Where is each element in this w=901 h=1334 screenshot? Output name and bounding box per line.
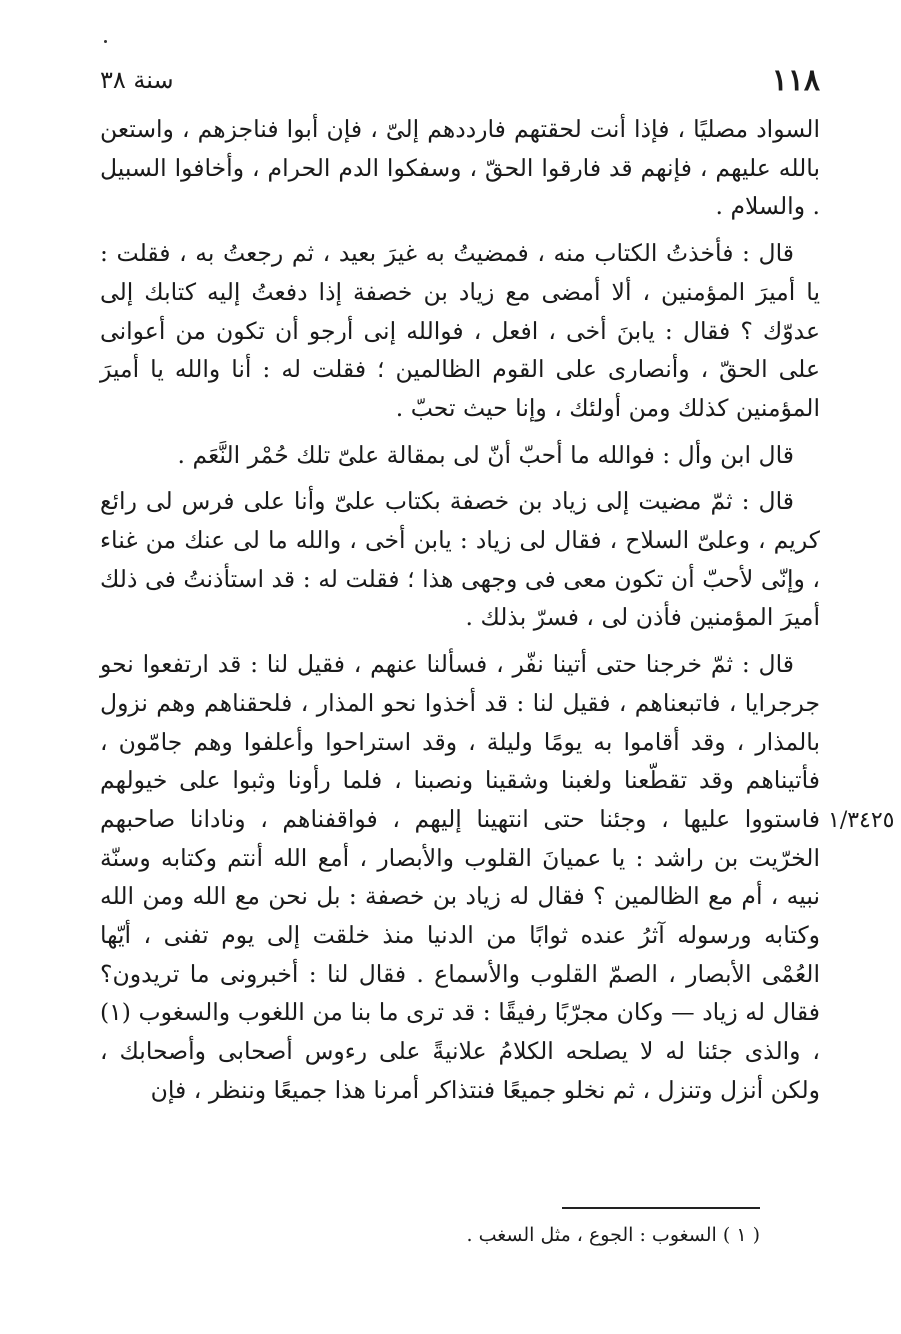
footnote-divider: [562, 1207, 760, 1209]
paragraph-5: قال : ثمّ خرجنا حتى أتينا نفّر ، فسألنا عنهم ، فقيل لنا : قد ارتفعوا نحو جرجرايا ، فاتبعناهم ، فقيل لنا : قد أخذوا نحو المذار ، فلحقناهم وهم نزول بالمذار ، وقد أقاموا به يومًا وليلة ، وقد استراحوا وأعلفوا وهم جامّون ، فأتيناهم وقد تقطّعنا ولغبنا وشقينا ونصبنا ، فلما رأونا وثبوا على خيولهم فاستووا عليها ، وجئنا حتى انتهينا إليهم ، فواقفناهم ، ونادانا صاحبهم الخرّيت بن راشد : يا عميانَ القلوب والأبصار ، أمع الله أنتم وكتابه وسنّة نبيه ، أم مع الظالمين ؟ فقال له زياد بن خصفة : بل نحن مع الله ومن الله وكتابه ورسوله آثرُ عنده ثوابًا من الدنيا منذ خلقت إلى يوم تفنى ، أيّها العُمْى الأبصار ، الصمّ القلوب والأسماع . فقال لنا : أخبرونى ما تريدون؟ فقال له زياد — وكان مجرّبًا رفيقًا : قد ترى ما بنا من اللغوب والسغوب (١) ، والذى جئنا له لا يصلحه الكلامُ علانيةً على رءوس أصحابى وأصحابك ، ولكن أنزل وتنزل ، ثم نخلو جميعًا فنتذاكر أمرنا هذا جميعًا وننظر ، فإن: [100, 650, 820, 1104]
paragraph-3: قال ابن وأل : فوالله ما أحبّ أنّ لى بمقالة علىّ تلك حُمْر النَّعَم .: [177, 440, 794, 469]
year-heading: سنة ٣٨: [100, 66, 174, 94]
running-header: [100, 60, 820, 100]
ink-speck: [104, 40, 107, 43]
page-number: ١١٨: [771, 62, 820, 98]
main-text: [100, 110, 820, 1118]
margin-page-reference: ١/٣٤٢٥: [828, 808, 895, 833]
paragraph-1: السواد مصليًا ، فإذا أنت لحقتهم فارددهم إلىّ ، فإن أبوا فناجزهم ، واستعن بالله عليهم ، فإنهم قد فارقوا الحقّ ، وسفكوا الدم الحرام ، وأخافوا السبيل . والسلام .: [100, 115, 820, 221]
paragraph-4: قال : ثمّ مضيت إلى زياد بن خصفة بكتاب علىّ وأنا على فرس لى رائع كريم ، وعلىّ السلاح ، فقال لى زياد : يابن أخى ، والله ما لى عنك من غناء ، وإنّى لأحبّ أن تكون معى فى وجهى هذا ؛ فقلت له : قد استأذنتُ فى ذلك أميرَ المؤمنين فأذن لى ، فسرّ بذلك .: [100, 487, 820, 632]
paragraph-2: قال : فأخذتُ الكتاب منه ، فمضيتُ به غيرَ بعيد ، ثم رجعتُ به ، فقلت : يا أميرَ المؤمنين ، ألا أمضى مع زياد بن خصفة إذا دفعتُ إليه كتابك إلى عدوّك ؟ فقال : يابنَ أخى ، افعل ، فوالله إنى أرجو أن تكون من أعوانى على الحقّ ، وأنصارى على القوم الظالمين ؛ فقلت له : أنا والله يا أميرَ المؤمنين كذلك ومن أولئك ، وإنا حيث تحبّ .: [100, 239, 820, 422]
footnote: ( ١ ) السغوب : الجوع ، مثل السغب .: [466, 1224, 760, 1246]
